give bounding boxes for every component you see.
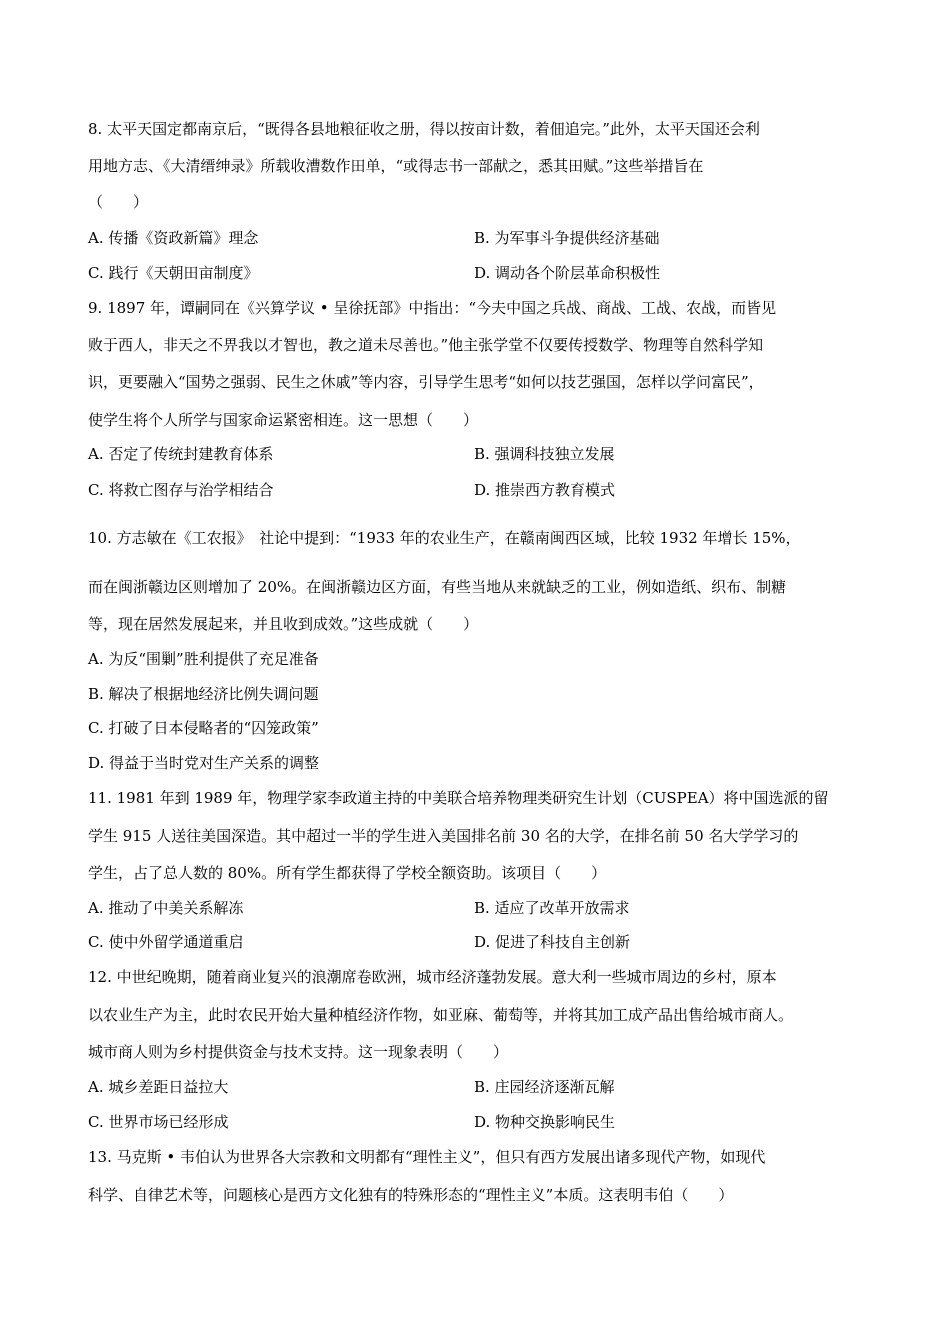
question-9-line-2: 败于西人，非天之不畀我以才智也，教之道未尽善也。”他主张学堂不仅要传授数学、物理等自然科学知 (88, 336, 764, 354)
question-10-line-1: 10. 方志敏在《工农报》 社论中提到：“1933 年的农业生产，在赣南闽西区域，比较 1932 年增长 15%， (88, 529, 801, 547)
question-12-line-1: 12. 中世纪晚期，随着商业复兴的浪潮席卷欧洲，城市经济蓬勃发展。意大利一些城市周边的乡村，原本 (88, 968, 777, 986)
question-10-line-2: 而在闽浙赣边区则增加了 20%。在闽浙赣边区方面，有些当地从来就缺乏的工业，例如造纸、织布、制糖 (88, 578, 787, 596)
question-10-line-3: 等，现在居然发展起来，并且收到成效。”这些成就（ ） (88, 615, 479, 633)
question-10-option-b: B. 解决了根据地经济比例失调问题 (88, 685, 319, 703)
question-13-line-1: 13. 马克斯 • 韦伯认为世界各大宗教和文明都有“理性主义”，但只有西方发展出诸多现代产物，如现代 (88, 1148, 766, 1166)
question-10-option-d: D. 得益于当时党对生产关系的调整 (88, 754, 320, 772)
question-9-line-1: 9. 1897 年，谭嗣同在《兴算学议 • 呈徐抚部》中指出：“今夫中国之兵战、商战、工战、农战，而皆见 (88, 299, 777, 317)
question-8-option-c: C. 践行《天朝田亩制度》 (88, 264, 259, 282)
question-12-option-b: B. 庄园经济逐渐瓦解 (474, 1078, 615, 1096)
question-12-option-d: D. 物种交换影响民生 (474, 1113, 616, 1131)
question-10-option-c: C. 打破了日本侵略者的“囚笼政策” (88, 719, 319, 737)
question-11-line-2: 学生 915 人送往美国深造。其中超过一半的学生进入美国排名前 30 名的大学，在排名前 50 名大学学习的 (88, 827, 799, 845)
question-9-line-4: 使学生将个人所学与国家命运紧密相连。这一思想（ ） (88, 411, 479, 429)
question-10-option-a: A. 为反“围剿”胜利提供了充足准备 (88, 650, 319, 668)
question-9-option-d: D. 推崇西方教育模式 (474, 481, 616, 499)
question-11-option-a: A. 推动了中美关系解冻 (88, 899, 244, 917)
question-8-line-1: 8. 太平天国定都南京后，“既得各县地粮征收之册，得以按亩计数，着佃追完。”此外，太平天国还会利 (88, 120, 760, 138)
question-8-line-2: 用地方志、《大清缙绅录》所载收漕数作田单，“或得志书一部献之，悉其田赋。”这些举措旨在 (88, 157, 704, 175)
question-9-option-a: A. 否定了传统封建教育体系 (88, 445, 274, 463)
question-11-line-1: 11. 1981 年到 1989 年，物理学家李政道主持的中美联合培养物理类研究生计划（CUSPEA）将中国选派的留 (88, 789, 829, 807)
question-8-line-3: （ ） (88, 193, 149, 211)
question-12-option-a: A. 城乡差距日益拉大 (88, 1078, 229, 1096)
question-11-option-c: C. 使中外留学通道重启 (88, 933, 244, 951)
question-11-option-d: D. 促进了科技自主创新 (474, 933, 631, 951)
question-11-line-3: 学生，占了总人数的 80%。所有学生都获得了学校全额资助。该项目（ ） (88, 864, 607, 882)
question-8-option-d: D. 调动各个阶层革命积极性 (474, 264, 661, 282)
question-12-option-c: C. 世界市场已经形成 (88, 1113, 229, 1131)
question-9-option-b: B. 强调科技独立发展 (474, 445, 615, 463)
question-13-line-2: 科学、自律艺术等，问题核心是西方文化独有的特殊形态的“理性主义”本质。这表明韦伯（ ） (88, 1186, 734, 1204)
question-8-option-b: B. 为军事斗争提供经济基础 (474, 229, 660, 247)
question-11-option-b: B. 适应了改革开放需求 (474, 899, 630, 917)
question-12-line-2: 以农业生产为主，此时农民开始大量种植经济作物，如亚麻、葡萄等，并将其加工成产品出售给城市商人。 (88, 1006, 794, 1024)
question-9-line-3: 识，更要融入“国势之强弱、民生之休戚”等内容，引导学生思考“如何以技艺强国，怎样以学问富民”， (88, 373, 764, 391)
question-8-option-a: A. 传播《资政新篇》理念 (88, 229, 259, 247)
question-12-line-3: 城市商人则为乡村提供资金与技术支持。这一现象表明（ ） (88, 1043, 509, 1061)
question-9-option-c: C. 将救亡图存与治学相结合 (88, 481, 274, 499)
